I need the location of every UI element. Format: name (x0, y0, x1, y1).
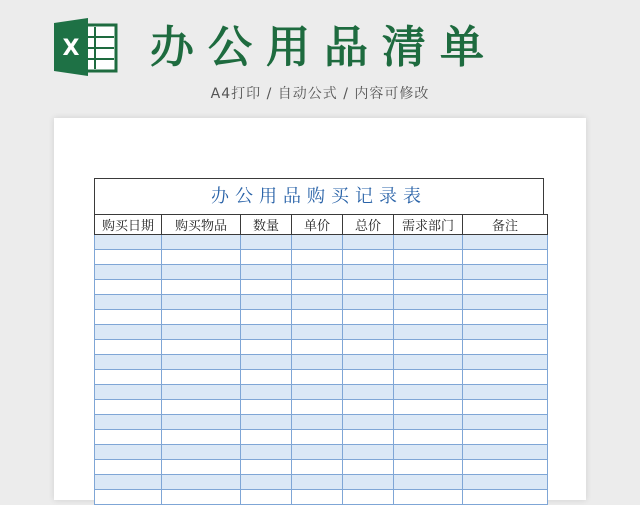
column-header: 单价 (292, 215, 343, 235)
table-cell[interactable] (241, 280, 292, 295)
table-cell[interactable] (394, 310, 463, 325)
table-cell[interactable] (241, 310, 292, 325)
table-cell[interactable] (95, 490, 162, 505)
table-cell[interactable] (95, 325, 162, 340)
table-row (95, 340, 548, 355)
table-cell[interactable] (162, 325, 241, 340)
table-cell[interactable] (162, 250, 241, 265)
table-row (95, 385, 548, 400)
table-cell[interactable] (394, 460, 463, 475)
table-cell[interactable] (463, 265, 548, 280)
table-cell[interactable] (292, 400, 343, 415)
table-cell[interactable] (292, 415, 343, 430)
table-cell[interactable] (463, 490, 548, 505)
table-cell[interactable] (292, 445, 343, 460)
table-cell[interactable] (162, 400, 241, 415)
table-cell[interactable] (394, 490, 463, 505)
table-cell[interactable] (292, 340, 343, 355)
table-cell[interactable] (95, 445, 162, 460)
table-cell[interactable] (463, 340, 548, 355)
column-header: 需求部门 (394, 215, 463, 235)
form-title: 办公用品购买记录表 (94, 178, 544, 214)
table-header-row (95, 215, 548, 235)
table-cell[interactable] (241, 475, 292, 490)
table-cell[interactable] (162, 310, 241, 325)
table-cell[interactable] (343, 250, 394, 265)
table-cell[interactable] (292, 265, 343, 280)
table-cell[interactable] (343, 460, 394, 475)
table-cell[interactable] (343, 280, 394, 295)
table-body (95, 235, 548, 505)
column-header: 总价 (343, 215, 394, 235)
table-row (95, 235, 548, 250)
table-cell[interactable] (95, 415, 162, 430)
table-cell[interactable] (162, 415, 241, 430)
table-cell[interactable] (162, 430, 241, 445)
table-cell[interactable] (343, 295, 394, 310)
banner (0, 0, 640, 118)
table-cell[interactable] (162, 370, 241, 385)
table-cell[interactable] (394, 370, 463, 385)
table-cell[interactable] (162, 460, 241, 475)
table-row (95, 475, 548, 490)
table-row (95, 325, 548, 340)
column-header: 购买日期 (95, 215, 162, 235)
table-cell[interactable] (241, 460, 292, 475)
excel-icon (52, 17, 118, 77)
table-cell[interactable] (162, 475, 241, 490)
table-cell[interactable] (95, 460, 162, 475)
table-cell[interactable] (162, 235, 241, 250)
table-cell[interactable] (241, 295, 292, 310)
table-cell[interactable] (292, 280, 343, 295)
table-cell[interactable] (463, 295, 548, 310)
table-cell[interactable] (162, 295, 241, 310)
table-cell[interactable] (463, 460, 548, 475)
table-row (95, 460, 548, 475)
table-cell[interactable] (343, 475, 394, 490)
table-cell[interactable] (162, 280, 241, 295)
table-cell[interactable] (463, 400, 548, 415)
table-cell[interactable] (343, 490, 394, 505)
table-cell[interactable] (394, 235, 463, 250)
table-cell[interactable] (463, 430, 548, 445)
table-cell[interactable] (241, 250, 292, 265)
table-cell[interactable] (463, 280, 548, 295)
page-title: 办公用品清单 (150, 22, 498, 73)
table-cell[interactable] (292, 490, 343, 505)
table-cell[interactable] (343, 445, 394, 460)
purchase-record-table (94, 214, 548, 505)
table-cell[interactable] (394, 265, 463, 280)
table-cell[interactable] (162, 445, 241, 460)
table-cell[interactable] (162, 490, 241, 505)
table-cell[interactable] (95, 385, 162, 400)
table-cell[interactable] (95, 265, 162, 280)
logo-letter: X (62, 36, 80, 61)
table-cell[interactable] (394, 250, 463, 265)
table-cell[interactable] (95, 355, 162, 370)
table-row (95, 310, 548, 325)
table-cell[interactable] (241, 445, 292, 460)
table-cell[interactable] (394, 325, 463, 340)
table-cell[interactable] (343, 400, 394, 415)
table-cell[interactable] (343, 430, 394, 445)
table-cell[interactable] (394, 355, 463, 370)
table-cell[interactable] (394, 385, 463, 400)
table-cell[interactable] (292, 430, 343, 445)
table-cell[interactable] (343, 340, 394, 355)
table-cell[interactable] (292, 295, 343, 310)
table-cell[interactable] (463, 415, 548, 430)
table-cell[interactable] (394, 340, 463, 355)
table-cell[interactable] (394, 280, 463, 295)
table-cell[interactable] (463, 325, 548, 340)
table-cell[interactable] (241, 235, 292, 250)
table-cell[interactable] (241, 400, 292, 415)
column-header: 数量 (241, 215, 292, 235)
table-row (95, 250, 548, 265)
table-row (95, 445, 548, 460)
table-cell[interactable] (95, 295, 162, 310)
table-cell[interactable] (343, 385, 394, 400)
table-cell[interactable] (162, 265, 241, 280)
table-cell[interactable] (343, 415, 394, 430)
table-cell[interactable] (463, 250, 548, 265)
table-cell[interactable] (95, 250, 162, 265)
table-cell[interactable] (162, 385, 241, 400)
table-cell[interactable] (241, 430, 292, 445)
table-cell[interactable] (463, 235, 548, 250)
table-cell[interactable] (241, 385, 292, 400)
table-cell[interactable] (95, 280, 162, 295)
table-cell[interactable] (162, 355, 241, 370)
table-row (95, 370, 548, 385)
table-cell[interactable] (95, 475, 162, 490)
table-cell[interactable] (343, 370, 394, 385)
table-cell[interactable] (463, 370, 548, 385)
table-cell[interactable] (463, 445, 548, 460)
table-cell[interactable] (394, 295, 463, 310)
table-cell[interactable] (343, 265, 394, 280)
table-cell[interactable] (343, 325, 394, 340)
table-row (95, 400, 548, 415)
table-row (95, 295, 548, 310)
table-cell[interactable] (95, 400, 162, 415)
table-cell[interactable] (463, 385, 548, 400)
table-cell[interactable] (394, 400, 463, 415)
table-row (95, 265, 548, 280)
page-subtitle: A4打印 / 自动公式 / 内容可修改 (210, 86, 430, 102)
table-row (95, 490, 548, 505)
table-cell[interactable] (343, 235, 394, 250)
table-cell[interactable] (241, 490, 292, 505)
column-header: 备注 (463, 215, 548, 235)
table-cell[interactable] (95, 430, 162, 445)
table-cell[interactable] (343, 310, 394, 325)
table-cell[interactable] (95, 370, 162, 385)
table-cell[interactable] (292, 250, 343, 265)
table-cell[interactable] (394, 415, 463, 430)
table-cell[interactable] (241, 355, 292, 370)
table-cell[interactable] (95, 340, 162, 355)
table-cell[interactable] (241, 370, 292, 385)
table-cell[interactable] (463, 310, 548, 325)
table-cell[interactable] (343, 355, 394, 370)
table-cell[interactable] (463, 355, 548, 370)
table-row (95, 415, 548, 430)
table-cell[interactable] (292, 355, 343, 370)
table-row (95, 280, 548, 295)
table-cell[interactable] (95, 310, 162, 325)
table-cell[interactable] (394, 445, 463, 460)
table-cell[interactable] (241, 325, 292, 340)
table-cell[interactable] (292, 385, 343, 400)
table-cell[interactable] (241, 340, 292, 355)
table-cell[interactable] (292, 325, 343, 340)
table-cell[interactable] (292, 460, 343, 475)
table-cell[interactable] (292, 310, 343, 325)
table-cell[interactable] (394, 430, 463, 445)
table-cell[interactable] (394, 475, 463, 490)
table-cell[interactable] (292, 370, 343, 385)
table-row (95, 430, 548, 445)
table-cell[interactable] (463, 475, 548, 490)
table-row (95, 355, 548, 370)
table-cell[interactable] (241, 415, 292, 430)
table-cell[interactable] (95, 235, 162, 250)
table-cell[interactable] (292, 475, 343, 490)
table-cell[interactable] (162, 340, 241, 355)
column-header: 购买物品 (162, 215, 241, 235)
table-cell[interactable] (241, 265, 292, 280)
table-cell[interactable] (292, 235, 343, 250)
